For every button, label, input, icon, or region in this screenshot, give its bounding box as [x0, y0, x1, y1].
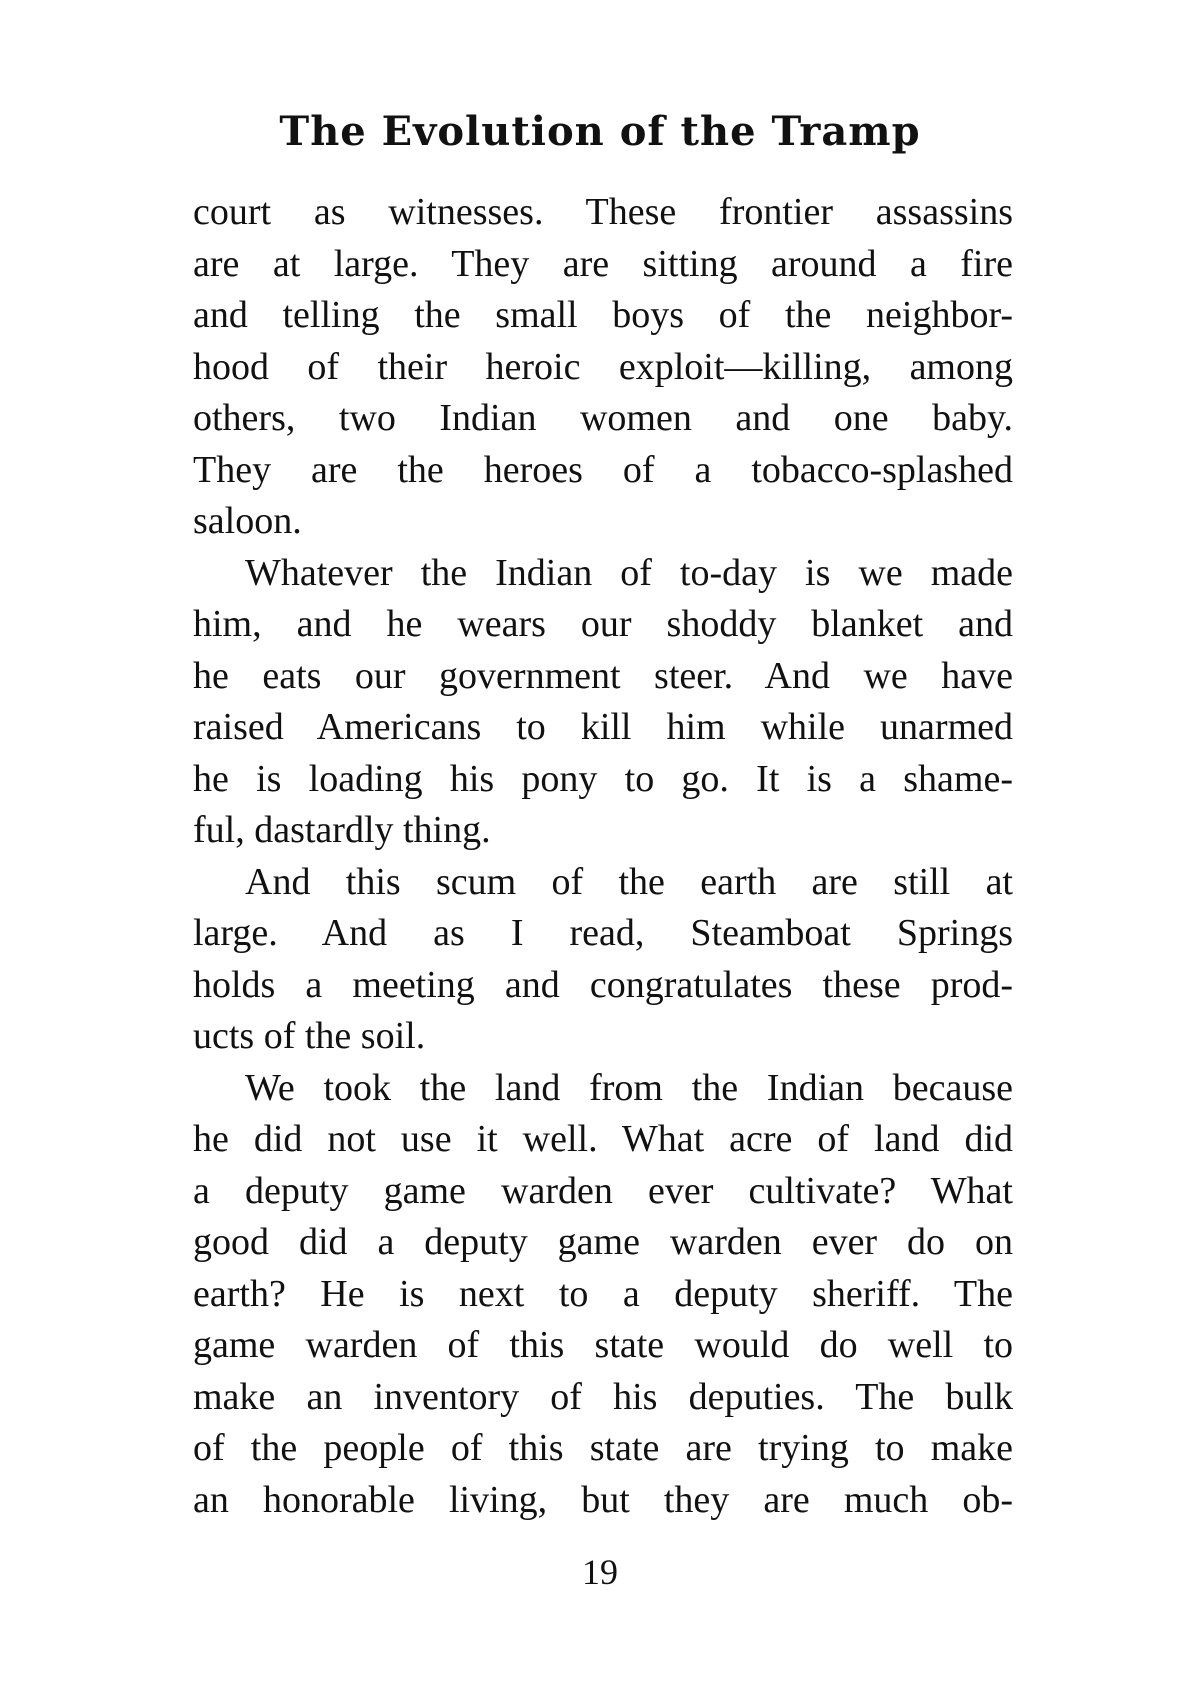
text-line: Whatever the Indian of to-day is we made: [245, 551, 1013, 594]
text-line: an honorable living, but they are much ob-: [193, 1478, 1013, 1521]
text-line: And this scum of the earth are still at: [245, 860, 1013, 903]
text-line: saloon.: [193, 500, 302, 542]
text-line: a deputy game warden ever cultivate? What: [193, 1169, 1013, 1212]
text-line: good did a deputy game warden ever do on: [193, 1221, 1013, 1263]
text-line: and telling the small boys of the neighbor-: [193, 294, 1013, 336]
text-line: large. And as I read, Steamboat Springs: [193, 912, 1013, 954]
text-line: ucts of the soil.: [193, 1015, 426, 1057]
text-line: others, two Indian women and one baby.: [193, 397, 1013, 439]
text-line: court as witnesses. These frontier assassins: [193, 191, 1013, 233]
body-text: [193, 187, 1013, 1526]
text-line: make an inventory of his deputies. The bulk: [193, 1375, 1013, 1418]
text-line: he is loading his pony to go. It is a shame-: [193, 757, 1013, 800]
text-line: are at large. They are sitting around a fire: [193, 242, 1013, 285]
text-line: holds a meeting and congratulates these prod-: [193, 963, 1013, 1006]
text-line: They are the heroes of a tobacco-splashed: [193, 448, 1013, 491]
text-line: ful, dastardly thing.: [193, 809, 491, 851]
text-line: game warden of this state would do well to: [193, 1324, 1013, 1366]
text-line: earth? He is next to a deputy sheriff. The: [193, 1272, 1013, 1315]
text-line: raised Americans to kill him while unarmed: [193, 706, 1013, 748]
text-line: him, and he wears our shoddy blanket and: [193, 603, 1013, 645]
page-number: 19: [582, 1552, 618, 1592]
text-line: of the people of this state are trying to make: [193, 1427, 1013, 1469]
running-head: The Evolution of the Tramp: [279, 108, 921, 155]
text-line: hood of their heroic exploit—killing, among: [193, 345, 1013, 388]
text-line: he eats our government steer. And we have: [193, 654, 1013, 697]
text-line: We took the land from the Indian because: [245, 1066, 1013, 1109]
text-line: he did not use it well. What acre of land did: [193, 1118, 1013, 1160]
